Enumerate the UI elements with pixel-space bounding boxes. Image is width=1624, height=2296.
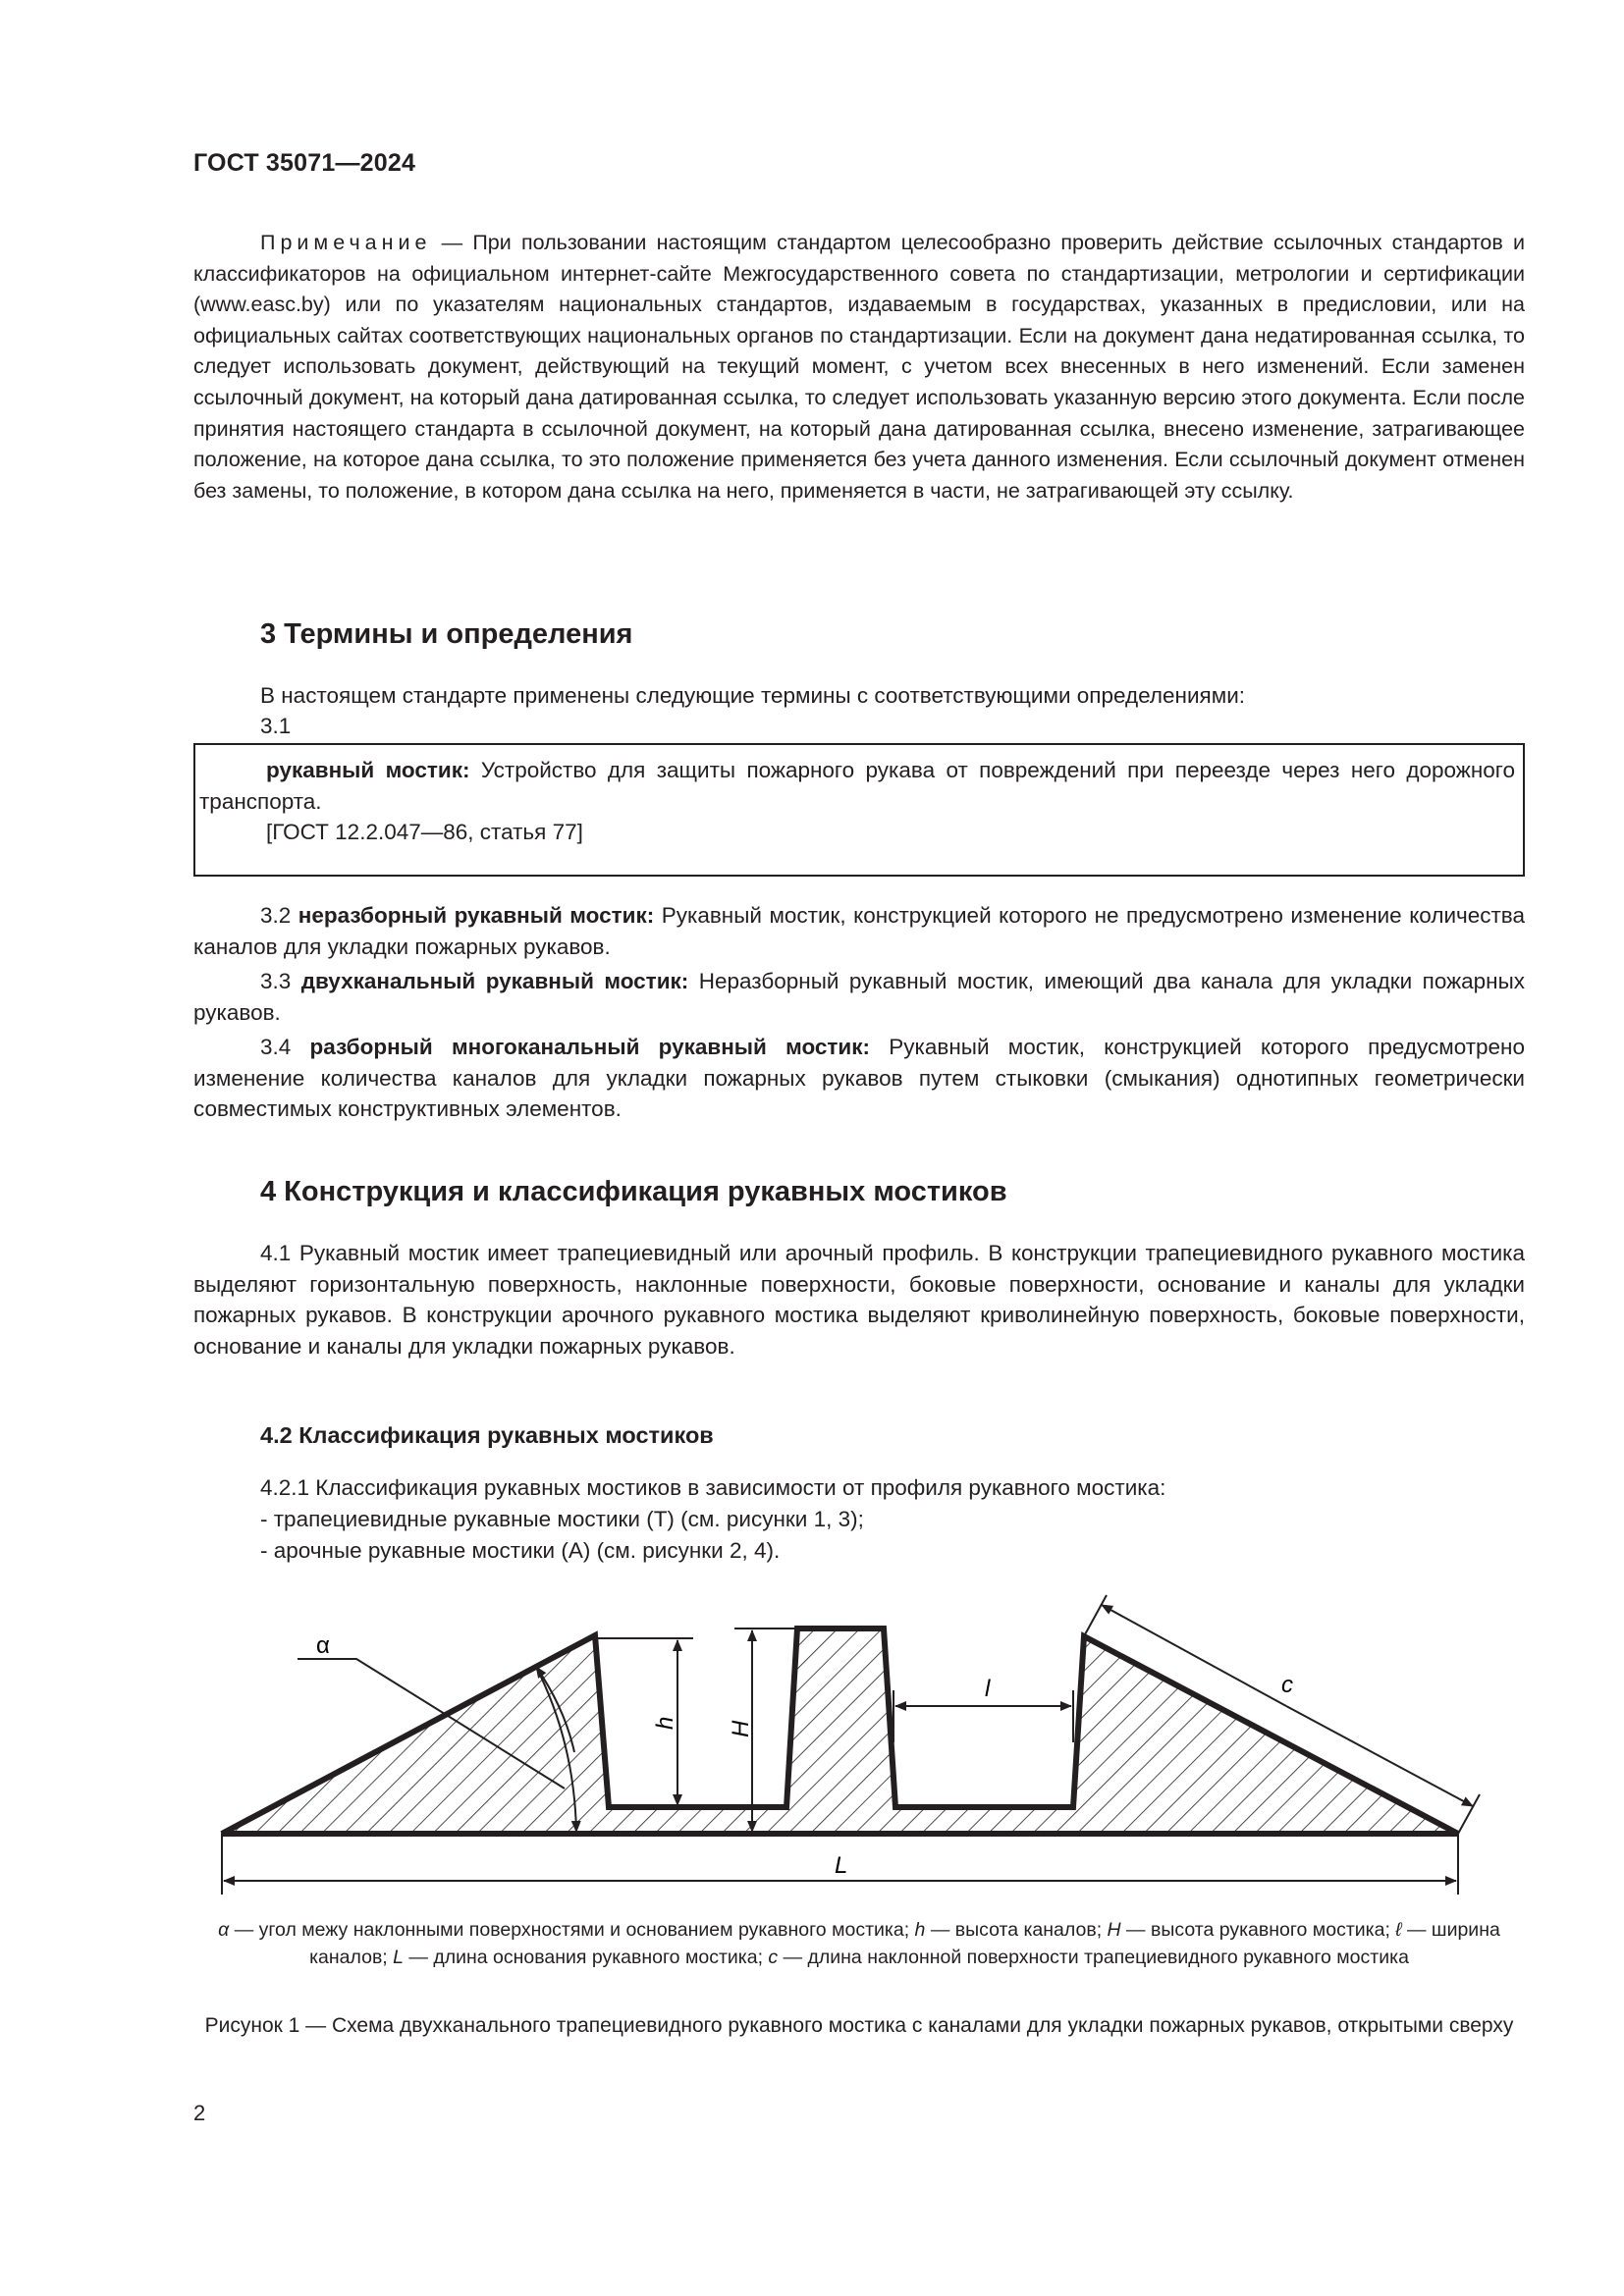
clause-4-2-heading: 4.2 Классификация рукавных мостиков [260,1422,714,1448]
legend-symbol: h [914,1919,926,1941]
H-label: H [728,1720,754,1737]
list-item: - арочные рукавные мостики (А) (см. рисунки 2, 4). [260,1537,781,1563]
clause-4-1: 4.1 Рукавный мостик имеет трапециевидный или арочный профиль. В конструкции трапециевидного рукавного мостика выделяют горизонтальную поверхность, наклонные поверхности, боковые поверхности, основание и каналы для укладки пожарных рукавов. В конструкции арочного рукавного мостика выделяют криволинейную поверхность, боковые поверхности, основание и каналы для укладки пожарных рукавов. [193,1241,1525,1359]
legend-text: — длина основания рукавного мостика; [404,1947,769,1968]
L-label: L [835,1852,848,1879]
legend-symbol: c [768,1947,779,1968]
term-definition: Рукавный мостик, конструкцией которого не предусмотрено изменение количества каналов для укладки пожарных рукавов. [193,903,1526,959]
figure-1-caption: Рисунок 1 — Схема двухканального трапециевидного рукавного мостика с каналами для укладки пожарных рукавов, открытыми сверху [204,2014,1514,2037]
term-definition: Рукавный мостик, конструкцией которого предусмотрено изменение количества каналов для укладки пожарных рукавов путем стыковки (смыкания) однотипных геометрически совместимых конструктивных элементов. [193,1035,1525,1121]
term-number: 3.3 [260,969,301,993]
term-3-1-number: 3.1 [260,714,292,738]
section-4-heading: 4 Конструкция и классификация рукавных мостиков [260,1176,1007,1207]
legend-symbol: α [218,1919,230,1941]
term-title: двухканальный рукавный мостик: [300,969,689,993]
term-number: 3.2 [260,903,298,928]
term-3-1-term: рукавный мостик: [266,758,470,782]
legend-text: — высота рукавного мостика; [1120,1919,1396,1941]
list-item: - трапециевидные рукавные мостики (Т) (см. рисунки 1, 3); [260,1507,864,1531]
term-3-1-source: [ГОСТ 12.2.047—86, статья 77] [266,820,583,844]
legend-text: — угол межу наклонными поверхностями и основанием рукавного мостика; [229,1919,915,1941]
c-label: c [1281,1672,1293,1698]
legend-symbol: H [1107,1919,1121,1941]
legend-text: — высота каналов; [925,1919,1108,1941]
section-3-heading: 3 Термины и определения [260,618,633,650]
term-number: 3.4 [260,1035,310,1059]
legend-symbol: ℓ [1395,1919,1402,1941]
section-3-intro: В настоящем стандарте применены следующие термины с соответствующими определениями: [260,683,1246,708]
legend-symbol: L [393,1947,404,1968]
note-text: — При пользовании настоящим стандартом целесообразно проверить действие ссылочных стандартов и классификаторов на официальном интернет-сайте Межгосударственного совета по стандартизации, метрологии и сертификации (www.easc.by) или по указателям национальных стандартов, издаваемым в государствах, указанных в предисловии, или на официальных сайтах соответствующих национальных органов по стандартизации. Если на документ дана недатированная ссылка, то следует использовать документ, действующий на текущий момент, с учетом всех внесенных в него изменений. Если заменен ссылочный документ, на который дана датированная ссылка, то следует использовать указанную версию этого документа. Если после принятия настоящего стандарта в ссылочной документ, на который дана датированная ссылка, внесено изменение, затрагивающее положение, на которое дана ссылка, то это положение применяется без учета данного изменения. Если ссылочный документ отменен без замены, то положение, в котором дана ссылка на него, применяется в части, не затрагивающей эту ссылку. [193,231,1525,503]
legend-text: — длина наклонной поверхности трапециевидного рукавного мостика [778,1947,1409,1968]
document-id-header: ГОСТ 35071—2024 [193,149,416,177]
bridge-profile [222,1629,1458,1834]
c-extension-top [1084,1595,1107,1636]
term-3-1-definition: Устройство для защиты пожарного рукава от повреждений при переезде через него дорожного транспорта. [199,758,1515,814]
alpha-label: α [316,1632,330,1659]
clause-4-2-1: 4.2.1 Классификация рукавных мостиков в зависимости от профиля рукавного мостика: [260,1475,1166,1500]
h-label: h [652,1716,678,1730]
term-definition: Неразборный рукавный мостик, имеющий два канала для укладки пожарных рукавов. [193,969,1526,1025]
legend-text: — ширина каналов; [309,1919,1500,1968]
page-number: 2 [193,2101,206,2125]
figure-1-legend [193,1916,1525,1971]
note-label: Примечание [260,231,432,254]
term-title: разборный многоканальный рукавный мостик: [309,1035,871,1059]
l-label: l [985,1676,991,1702]
term-title: неразборный рукавный мостик: [298,903,655,928]
